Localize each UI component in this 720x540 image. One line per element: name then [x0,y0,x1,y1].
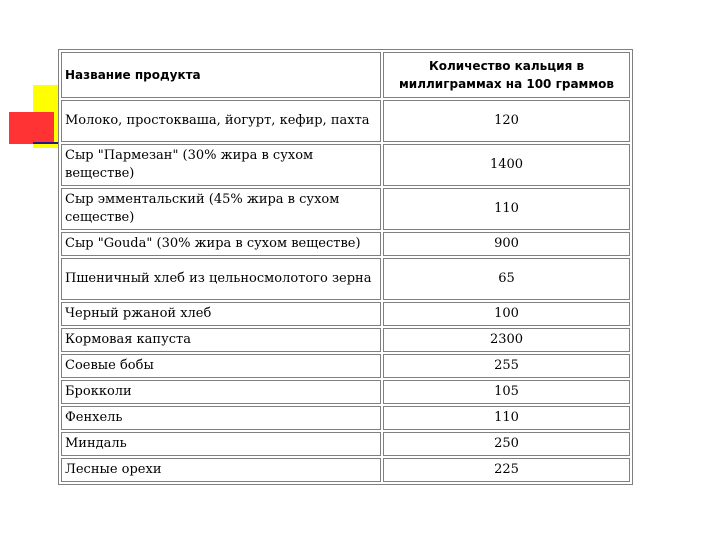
calcium-cell: 110 [383,406,630,430]
calcium-cell: 65 [383,258,630,300]
table-row [61,432,630,456]
calcium-cell: 105 [383,380,630,404]
product-cell: Сыр "Gouda" (30% жира в сухом веществе) [61,232,381,256]
product-cell: Брокколи [61,380,381,404]
table-row [61,258,630,300]
calcium-cell: 250 [383,432,630,456]
product-cell: Лесные орехи [61,458,381,482]
table-row [61,232,630,256]
calcium-cell: 100 [383,302,630,326]
table-header-row [61,52,630,98]
calcium-cell: 1400 [383,144,630,186]
calcium-cell: 900 [383,232,630,256]
calcium-cell: 225 [383,458,630,482]
table-row [61,100,630,142]
product-cell: Миндаль [61,432,381,456]
header-product: Название продукта [61,52,381,98]
table-row [61,406,630,430]
table-row [61,354,630,378]
header-calcium: Количество кальция в миллиграммах на 100 граммов [383,52,630,98]
product-cell: Пшеничный хлеб из цельносмолотого зерна [61,258,381,300]
product-cell: Фенхель [61,406,381,430]
table-row [61,302,630,326]
product-cell: Молоко, простокваша, йогурт, кефир, пахта [61,100,381,142]
table-row [61,144,630,186]
decorative-red-square [9,112,54,144]
calcium-cell: 110 [383,188,630,230]
product-cell: Сыр эмментальский (45% жира в сухом сеществе) [61,188,381,230]
calcium-cell: 2300 [383,328,630,352]
calcium-cell: 120 [383,100,630,142]
table-row [61,458,630,482]
calcium-table [59,50,632,484]
product-cell: Кормовая капуста [61,328,381,352]
table-row [61,188,630,230]
product-cell: Черный ржаной хлеб [61,302,381,326]
table-row [61,380,630,404]
product-cell: Соевые бобы [61,354,381,378]
calcium-cell: 255 [383,354,630,378]
table-row [61,328,630,352]
product-cell: Сыр "Пармезан" (30% жира в сухом веществе) [61,144,381,186]
calcium-table-container [58,49,633,485]
